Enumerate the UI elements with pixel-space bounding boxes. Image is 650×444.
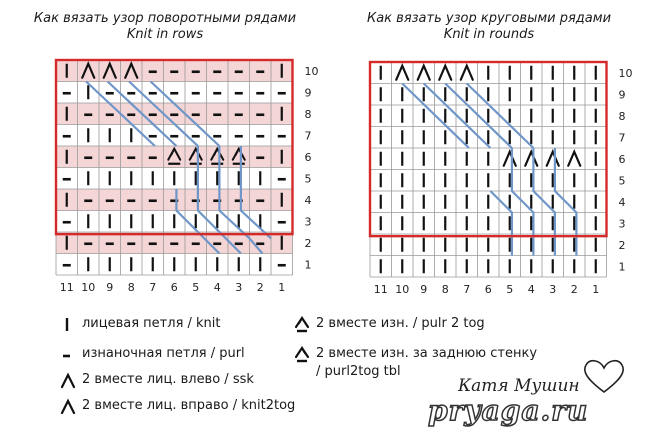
row-number-2: 2 (304, 236, 312, 250)
site-watermark: pryaga.ru (428, 394, 589, 427)
row-number-1: 1 (618, 260, 626, 274)
col-number-4: 4 (213, 281, 221, 294)
author-signature: Катя Мушин (458, 376, 580, 396)
row-number-9: 9 (618, 88, 626, 102)
col-number-1: 1 (592, 283, 600, 296)
chart-left (56, 60, 319, 294)
title-left-en: Knit in rows (126, 27, 204, 42)
col-number-3: 3 (549, 283, 557, 296)
row-number-6: 6 (618, 152, 626, 166)
legend-knit (60, 316, 330, 334)
purl-symbol-icon (60, 346, 80, 364)
legend-purl (60, 346, 330, 364)
row-number-9: 9 (304, 86, 312, 100)
row-number-4: 4 (304, 193, 312, 207)
row-number-10: 10 (304, 64, 319, 78)
col-number-9: 9 (106, 281, 114, 294)
col-number-10: 10 (81, 281, 96, 294)
row-number-5: 5 (304, 172, 312, 186)
row-number-7: 7 (618, 131, 626, 145)
col-number-9: 9 (420, 283, 428, 296)
title-right-ru: Как вязать узор круговыми рядами (366, 11, 612, 26)
k2tog-symbol-icon (60, 398, 80, 416)
legend-ssk-label: 2 вместе лиц. влево / ssk (82, 372, 254, 387)
col-number-4: 4 (527, 283, 535, 296)
p2tog-tbl-symbol-icon (294, 346, 314, 364)
col-number-8: 8 (127, 281, 135, 294)
legend-ssk (60, 372, 330, 390)
col-number-5: 5 (506, 283, 514, 296)
title-left-ru: Как вязать узор поворотными рядами (33, 11, 297, 26)
chart-right (370, 62, 633, 296)
col-number-2: 2 (570, 283, 578, 296)
col-number-7: 7 (463, 283, 471, 296)
p2tog-symbol-icon (294, 316, 314, 334)
legend-p2tog-tbl-label-2: / purl2tog tbl (316, 364, 401, 379)
legend-knit-label: лицевая петля / knit (82, 316, 221, 331)
col-number-2: 2 (256, 281, 264, 294)
col-number-11: 11 (373, 283, 388, 296)
col-number-3: 3 (235, 281, 243, 294)
row-number-8: 8 (618, 109, 626, 123)
col-number-7: 7 (149, 281, 157, 294)
knit-symbol-icon (60, 316, 80, 334)
row-number-3: 3 (304, 215, 312, 229)
row-number-2: 2 (618, 238, 626, 252)
row-number-1: 1 (304, 258, 312, 272)
row-number-5: 5 (618, 174, 626, 188)
col-number-5: 5 (192, 281, 200, 294)
legend-p2tog-tbl-label-1: 2 вместе изн. за заднюю стенку (316, 346, 538, 361)
row-number-4: 4 (618, 195, 626, 209)
legend-p2tog (294, 316, 554, 334)
legend-k2tog-label: 2 вместе лиц. вправо / knit2tog (82, 398, 296, 413)
col-number-6: 6 (170, 281, 178, 294)
legend-p2tog-label: 2 вместе изн. / pulr 2 tog (316, 316, 485, 331)
legend-purl-label: изнаночная петля / purl (82, 346, 245, 361)
col-number-11: 11 (59, 281, 74, 294)
row-number-8: 8 (304, 107, 312, 121)
col-number-1: 1 (278, 281, 286, 294)
col-number-6: 6 (484, 283, 492, 296)
row-number-3: 3 (618, 217, 626, 231)
ssk-symbol-icon (60, 372, 80, 390)
heart-icon (580, 356, 628, 396)
row-number-7: 7 (304, 129, 312, 143)
legend-k2tog (60, 398, 360, 416)
title-right-en: Knit in rounds (443, 27, 535, 42)
col-number-10: 10 (395, 283, 410, 296)
row-number-10: 10 (618, 66, 633, 80)
row-number-6: 6 (304, 150, 312, 164)
col-number-8: 8 (441, 283, 449, 296)
